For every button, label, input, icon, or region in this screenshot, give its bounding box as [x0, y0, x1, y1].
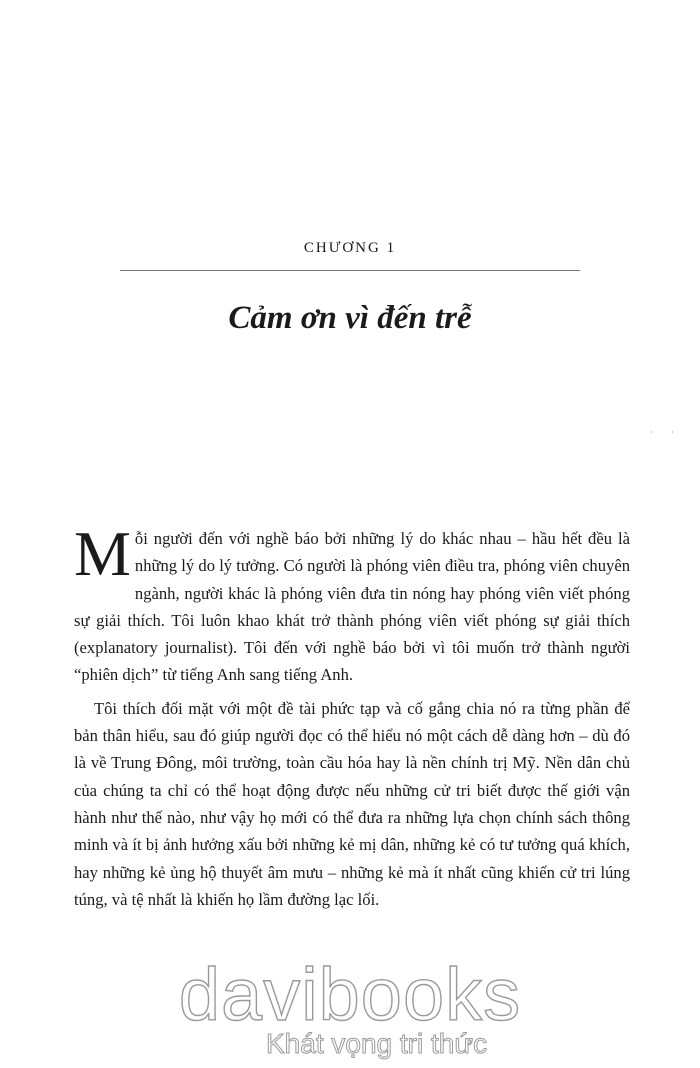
drop-cap: M: [74, 518, 131, 589]
body-text: [74, 518, 630, 913]
paragraph-1-text: ỗi người đến với nghề báo bởi những lý do khác nhau – hầu hết đều là những lý do lý tưởng. Có người là phóng viên điều tra, phóng viên chuyên ngành, người khác là phóng viên đưa tin nóng hay phóng viên viết phóng sự giải thích. Tôi luôn khao khát trở thành phóng viên viết phóng sự giải thích (explanatory journalist). Tôi đến với nghề báo bởi vì tôi muốn trở thành người “phiên dịch” từ tiếng Anh sang tiếng Anh.: [74, 529, 630, 685]
chapter-title: Cảm ơn vì đến trễ: [228, 300, 472, 336]
scan-specks: · ·: [650, 428, 682, 437]
chapter-label: CHƯƠNG 1: [303, 240, 397, 256]
paragraph-2: Tôi thích đối mặt với một đề tài phức tạp và cố gắng chia nó ra từng phần để bản thân hiểu, sau đó giúp người đọc có thể hiểu nó một cách dễ dàng hơn – dù đó là về Trung Đông, môi trường, toàn cầu hóa hay là nền chính trị Mỹ. Nền dân chủ của chúng ta chỉ có thể hoạt động được nếu những cử tri biết được thế giới vận hành như thế nào, như vậy họ mới có thể đưa ra những lựa chọn chính sách thông minh và ít bị ảnh hưởng xấu bởi những kẻ mị dân, những kẻ có tư tưởng quá khích, hay những kẻ ủng hộ thuyết âm mưu – những kẻ mà ít nhất cũng khiến cử tri lúng túng, và tệ nhất là khiến họ lầm đường lạc lối.: [74, 698, 630, 909]
watermark-brand: davibooks: [178, 953, 522, 1036]
chapter-divider: [120, 270, 580, 271]
paragraph-1: [74, 518, 630, 689]
watermark-tagline: Khát vọng tri thức: [266, 1028, 488, 1059]
